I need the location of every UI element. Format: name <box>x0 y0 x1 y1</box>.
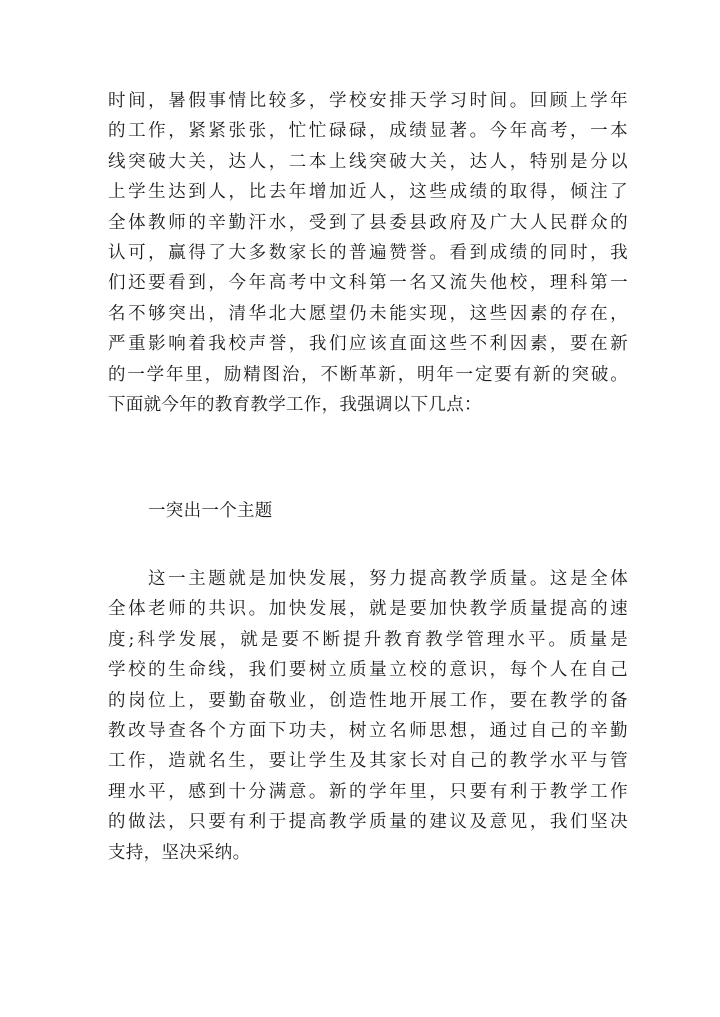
text-line: 线突破大关，达人，二本上线突破大关，达人，特别是分以 <box>108 151 628 172</box>
text-line: 的一学年里，励精图治，不断革新，明年一定要有新的突破。 <box>108 364 628 385</box>
text-line: 学校的生命线，我们要树立质量立校的意识，每个人在自己 <box>108 660 628 681</box>
text-line: 上学生达到人，比去年增加近人，这些成绩的取得，倾注了 <box>108 182 628 203</box>
text-line: 度;科学发展，就是要不断提升教育教学管理水平。质量是 <box>108 629 628 650</box>
text-line: 理水平，感到十分满意。新的学年里，只要有利于教学工作 <box>108 781 628 802</box>
text-line: 全体教师的辛勤汗水，受到了县委县政府及广大人民群众的 <box>108 212 628 233</box>
paragraph-2 <box>108 564 628 868</box>
text-line: 时间，暑假事情比较多，学校安排天学习时间。回顾上学年 <box>108 91 628 111</box>
text-line: 工作，造就名生，要让学生及其家长对自己的教学水平与管 <box>108 751 628 772</box>
heading-text: 一突出一个主题 <box>148 501 273 521</box>
text-line: 名不够突出，清华北大愿望仍未能实现，这些因素的存在， <box>108 303 628 324</box>
text-line: 的工作，紧紧张张，忙忙碌碌，成绩显著。今年高考，一本 <box>108 121 628 142</box>
text-line: 教改导查各个方面下功夫，树立名师思想，通过自己的辛勤 <box>108 720 628 741</box>
text-line: 支持，坚决采纳。 <box>108 842 251 863</box>
text-line: 全体老师的共识。加快发展，就是要加快教学质量提高的速 <box>108 599 628 620</box>
text-line: 认可，赢得了大多数家长的普遍赞誉。看到成绩的同时，我 <box>108 242 628 263</box>
paragraph-1 <box>108 86 628 420</box>
text-line: 的做法，只要有利于提高教学质量的建议及意见，我们坚决 <box>108 812 628 833</box>
text-line: 们还要看到，今年高考中文科第一名又流失他校，理科第一 <box>108 273 628 294</box>
text-line: 下面就今年的教育教学工作，我强调以下几点： <box>108 394 482 415</box>
text-line: 严重影响着我校声誉，我们应该直面这些不利因素，要在新 <box>108 334 628 355</box>
text-line: 这一主题就是加快发展，努力提高教学质量。这是全体 <box>148 569 628 589</box>
section-heading <box>148 496 668 526</box>
text-line: 的岗位上，要勤奋敬业，创造性地开展工作，要在教学的备 <box>108 690 628 711</box>
